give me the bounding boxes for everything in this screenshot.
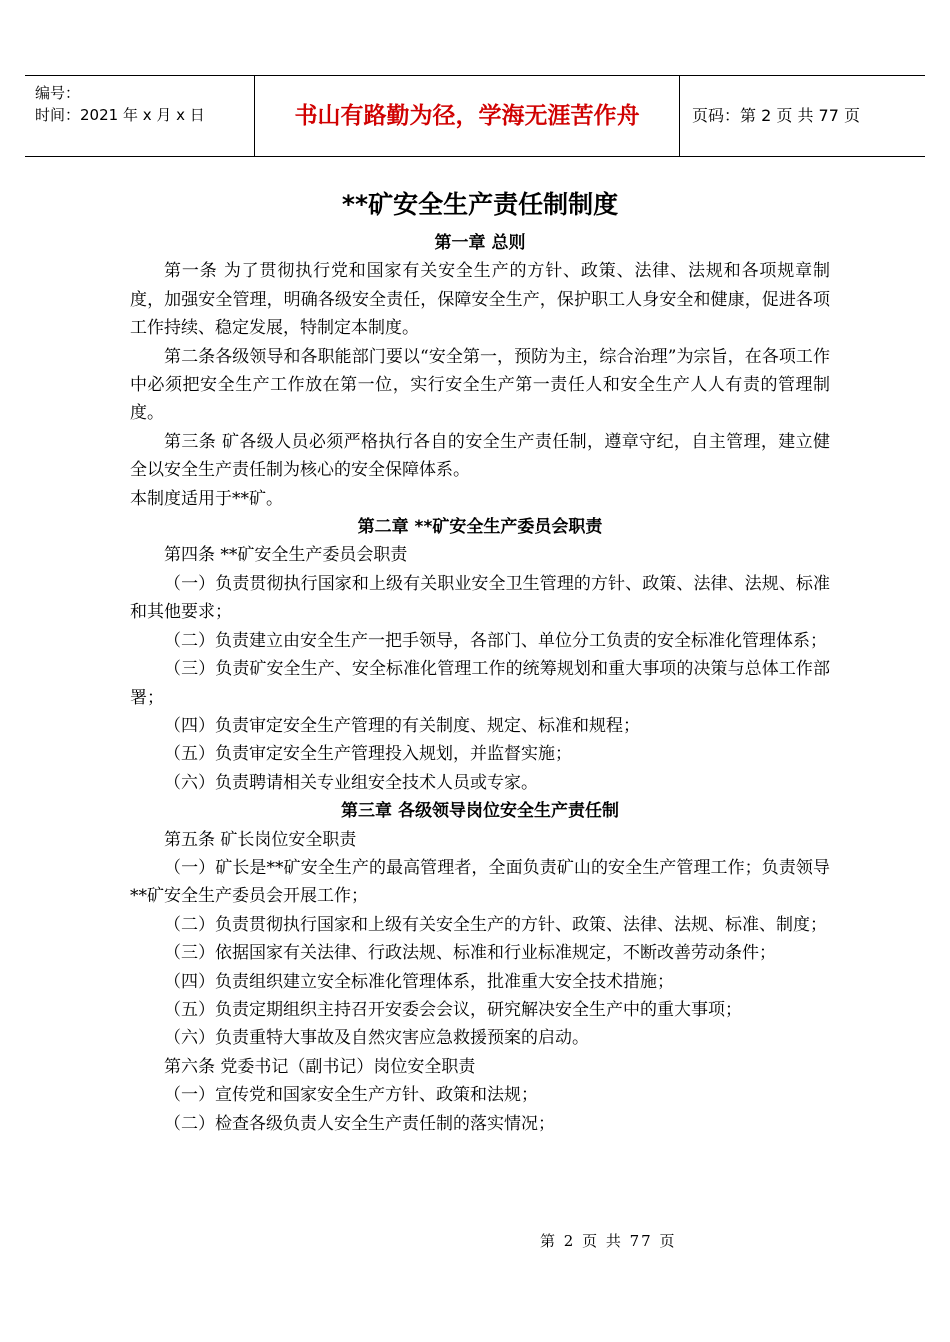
paragraph: （二）检查各级负责人安全生产责任制的落实情况； (164, 1113, 555, 1134)
paragraph: （一）宣传党和国家安全生产方针、政策和法规； (164, 1085, 538, 1106)
paragraph: 第二条各级领导和各职能部门要以“安全第一，预防为主，综合治理”为宗旨，在各项工作中必须把安全生产工作放在第一位，实行安全生产第一责任人和安全生产人人有责的管理制度。 (130, 346, 830, 424)
chapter-heading-2: 第二章 **矿安全生产委员会职责 (357, 517, 603, 538)
header-table (25, 75, 925, 157)
paragraph: （二）负责贯彻执行国家和上级有关安全生产的方针、政策、法律、法规、标准、制度； (164, 914, 827, 935)
paragraph: （一）负责贯彻执行国家和上级有关职业安全卫生管理的方针、政策、法律、法规、标准和其他要求； (130, 573, 830, 623)
page-footer: 第 2 页 共 77 页 (540, 1232, 677, 1250)
paragraph: （二）负责建立由安全生产一把手领导，各部门、单位分工负责的安全标准化管理体系； (164, 630, 827, 651)
paragraph: （五）负责定期组织主持召开安委会会议，研究解决安全生产中的重大事项； (164, 999, 742, 1020)
paragraph: （六）负责重特大事故及自然灾害应急救援预案的启动。 (164, 1028, 589, 1049)
paragraph: 第六条 党委书记（副书记）岗位安全职责 (164, 1056, 476, 1077)
paragraph: 第五条 矿长岗位安全职责 (164, 829, 357, 850)
document-title: **矿安全生产责任制制度 (341, 190, 619, 219)
paragraph: （四）负责组织建立安全标准化管理体系，批准重大安全技术措施； (164, 971, 674, 992)
header-motto: 书山有路勤为径，学海无涯苦作舟 (255, 76, 680, 156)
document-number-label: 编号： (35, 84, 81, 102)
chapter-heading-3: 第三章 各级领导岗位安全生产责任制 (341, 801, 619, 822)
paragraph: （四）负责审定安全生产管理的有关制度、规定、标准和规程； (164, 715, 640, 736)
document-time-label: 时间：2021 年 x 月 x 日 (35, 106, 205, 124)
paragraph: （一）矿长是**矿安全生产的最高管理者，全面负责矿山的安全生产管理工作；负责领导**矿安全生产委员会开展工作； (130, 857, 830, 907)
paragraph: （三）依据国家有关法律、行政法规、标准和行业标准规定，不断改善劳动条件； (164, 943, 776, 964)
document-body (130, 185, 830, 1138)
paragraph: 本制度适用于**矿。 (130, 488, 283, 509)
paragraph: 第一条 为了贯彻执行党和国家有关安全生产的方针、政策、法律、法规和各项规章制度，加强安全管理，明确各级安全责任，保障安全生产，保护职工人身安全和健康，促进各项工作持续、稳定发展，特制定本制度。 (130, 261, 830, 339)
chapter-heading-1: 第一章 总则 (434, 233, 526, 253)
paragraph: （六）负责聘请相关专业组安全技术人员或专家。 (164, 772, 538, 793)
paragraph: （五）负责审定安全生产管理投入规划，并监督实施； (164, 744, 572, 765)
header-page-label: 页码：第 2 页 共 77 页 (692, 106, 860, 125)
paragraph: 第三条 矿各级人员必须严格执行各自的安全生产责任制，遵章守纪，自主管理，建立健全以安全生产责任制为核心的安全保障体系。 (130, 431, 830, 481)
paragraph: （三）负责矿安全生产、安全标准化管理工作的统筹规划和重大事项的决策与总体工作部署； (130, 659, 830, 708)
paragraph: 第四条 **矿安全生产委员会职责 (164, 545, 408, 566)
header-left-cell (25, 76, 255, 156)
